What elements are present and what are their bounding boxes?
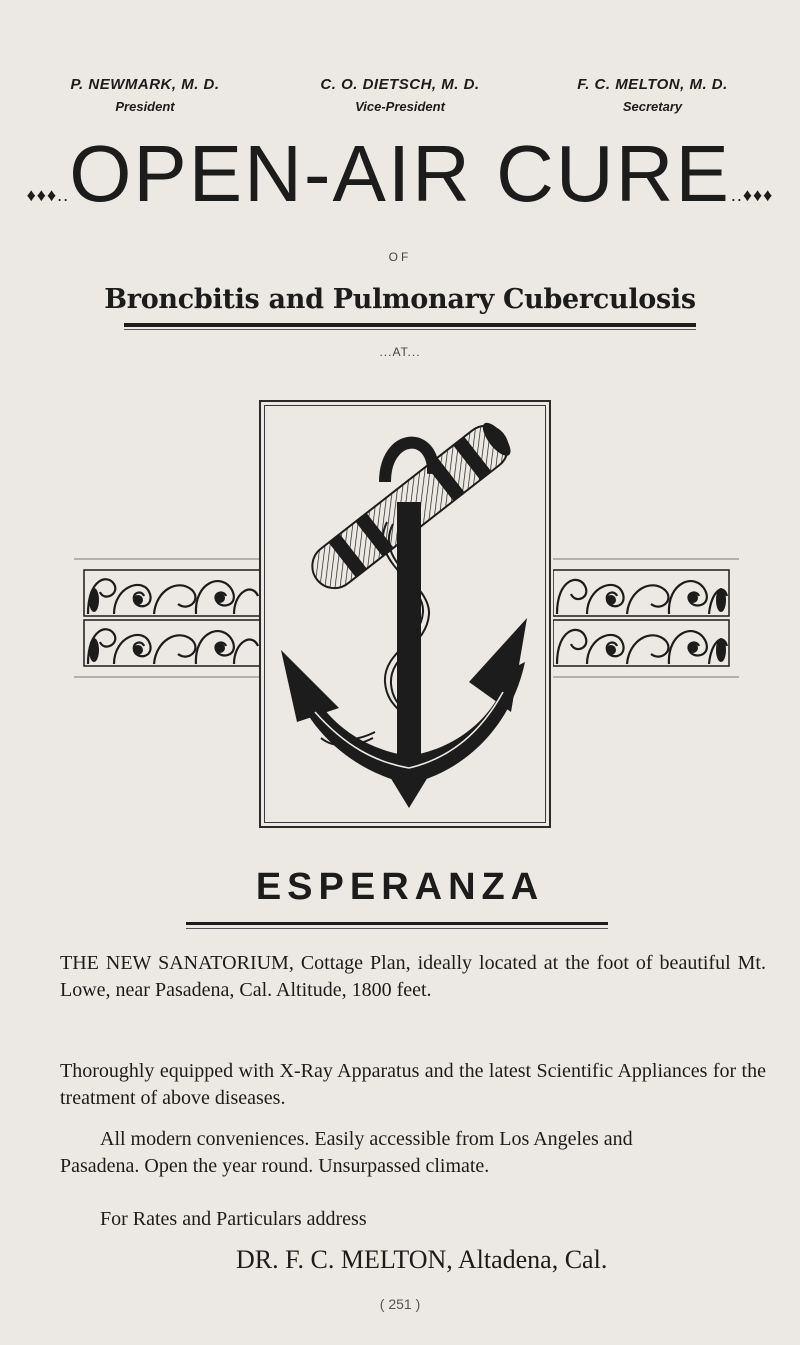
officer-role: Secretary	[622, 99, 683, 114]
name-rule	[186, 922, 608, 925]
contact-address: DR. F. C. MELTON, Altadena, Cal.	[236, 1245, 608, 1274]
officers-header	[0, 76, 800, 120]
at-label: ...AT...	[379, 345, 421, 359]
officer-president	[45, 76, 245, 114]
officer-name: C. O. DIETSCH, M. D.	[320, 76, 480, 93]
anchor-icon	[275, 412, 535, 816]
paragraph-conveniences: All modern conveniences. Easily accessible from Los Angeles and	[100, 1128, 633, 1150]
officer-role: Vice-President	[355, 99, 445, 114]
paragraph-conveniences-cont: Pasadena. Open the year round. Unsurpassed climate.	[60, 1155, 490, 1177]
headline-prefix-ornament: ♦♦♦..	[26, 185, 70, 205]
of-label: OF	[388, 250, 412, 264]
headline-text: OPEN-AIR CURE	[69, 129, 731, 218]
officer-name: P. NEWMARK, M. D.	[70, 76, 220, 93]
subtitle-rule	[124, 323, 696, 327]
officer-role: President	[115, 99, 175, 114]
paragraph-equipment: Thoroughly equipped with X-Ray Apparatus and the latest Scientific Appliances for the treatment of above diseases.	[60, 1060, 766, 1109]
sanatorium-name: ESPERANZA	[255, 866, 545, 908]
name-rule-thin	[186, 928, 608, 929]
headline	[0, 129, 800, 218]
subtitle: Broncbitis and Pulmonary Cuberculosis	[104, 284, 696, 315]
officer-secretary	[545, 76, 760, 114]
page-number: ( 251 )	[379, 1296, 421, 1312]
subtitle-rule-thin	[124, 329, 696, 330]
paragraph-address-intro: For Rates and Particulars address	[100, 1208, 367, 1230]
right-ornament-icon	[553, 556, 739, 680]
headline-suffix-ornament: ..♦♦♦	[730, 185, 774, 205]
officer-name: F. C. MELTON, M. D.	[577, 76, 728, 93]
paragraph-description: THE NEW SANATORIUM, Cottage Plan, ideally located at the foot of beautiful Mt. Lowe, near Pasadena, Cal. Altitude, 1800 feet.	[60, 952, 766, 1001]
left-ornament-icon	[74, 556, 260, 680]
officer-vice-president	[290, 76, 510, 114]
